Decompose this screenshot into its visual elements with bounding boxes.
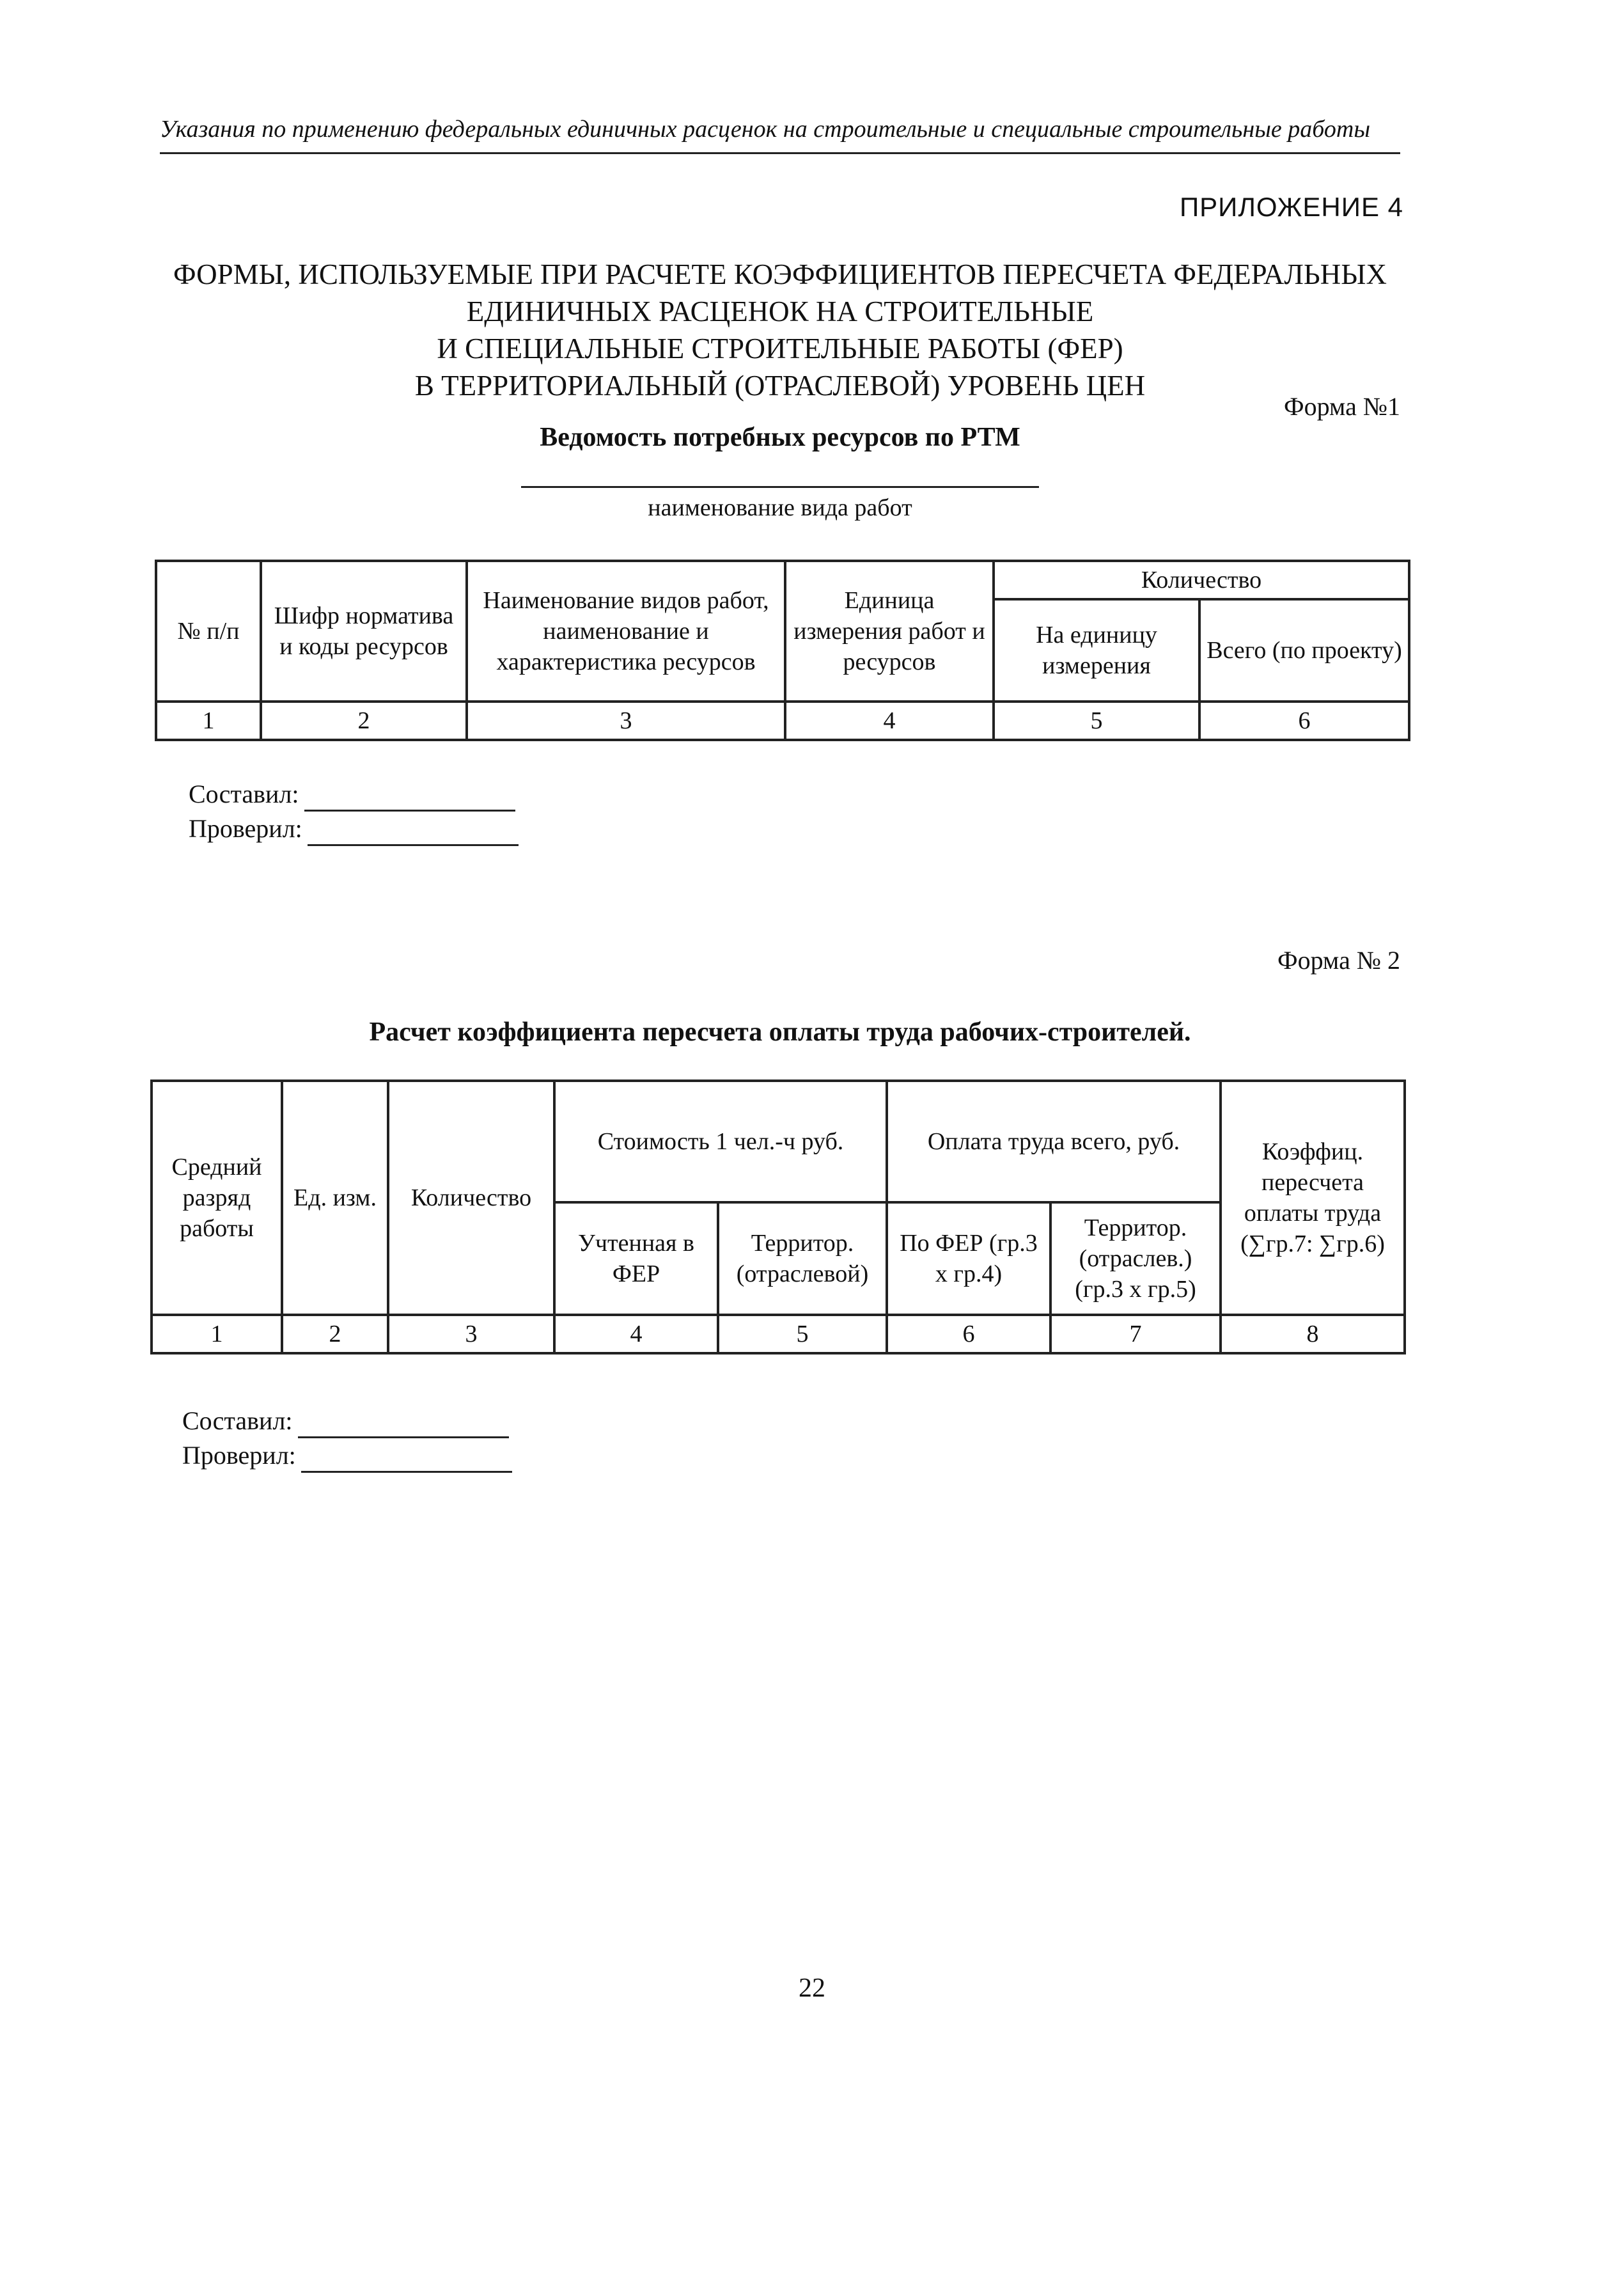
form1-label: Форма №1 xyxy=(1284,392,1400,421)
form1-col-number: 2 xyxy=(261,702,467,740)
form1-col-number: 3 xyxy=(467,702,785,740)
form1-col-number: 4 xyxy=(785,702,994,740)
appendix-label: ПРИЛОЖЕНИЕ 4 xyxy=(1179,192,1403,222)
form1-title: Ведомость потребных ресурсов по РТМ xyxy=(540,423,1020,452)
form1-header-total: Всего (по проекту) xyxy=(1199,599,1409,702)
form2-col-number: 3 xyxy=(388,1315,554,1353)
form2-label: Форма № 2 xyxy=(1277,946,1400,975)
form1-table xyxy=(155,560,1410,741)
form2-header-territorial-rate: Территор. (отраслевой) xyxy=(718,1202,887,1315)
form1-col-number: 5 xyxy=(994,702,1199,740)
page-number: 22 xyxy=(799,1974,825,2003)
form2-compiled-line xyxy=(298,1415,509,1438)
form2-col-number: 5 xyxy=(718,1315,887,1353)
form1-checked-line xyxy=(308,822,519,846)
form2-compiled-label: Составил: xyxy=(182,1406,293,1435)
form1-header-code: Шифр норматива и коды ресурсов xyxy=(261,561,467,702)
form2-col-number: 4 xyxy=(554,1315,718,1353)
form2-checked-label: Проверил: xyxy=(182,1441,296,1470)
form2-col-number: 7 xyxy=(1050,1315,1221,1353)
form2-table xyxy=(150,1080,1406,1354)
form2-col-number: 6 xyxy=(887,1315,1050,1353)
form1-name-line xyxy=(521,486,1039,488)
form1-compiled-label: Составил: xyxy=(189,780,299,808)
form2-header-grade: Средний разряд работы xyxy=(152,1081,282,1315)
main-title xyxy=(160,256,1400,404)
form1-checked-label: Проверил: xyxy=(189,814,302,843)
form1-caption: наименование вида работ xyxy=(648,494,912,521)
form1-header-quantity: Количество xyxy=(994,561,1409,599)
form2-header-coefficient: Коэффиц. пересчета оплаты труда (∑гр.7: ∑гр.6) xyxy=(1221,1081,1405,1315)
main-title-line: ФОРМЫ, ИСПОЛЬЗУЕМЫЕ ПРИ РАСЧЕТЕ КОЭФФИЦИЕНТОВ ПЕРЕСЧЕТА ФЕДЕРАЛЬНЫХ xyxy=(173,258,1387,290)
form1-header-unit: Единица измерения работ и ресурсов xyxy=(785,561,994,702)
main-title-line: ЕДИНИЧНЫХ РАСЦЕНОК НА СТРОИТЕЛЬНЫЕ xyxy=(466,295,1094,327)
form2-header-pay: Оплата труда всего, руб. xyxy=(887,1081,1221,1202)
form1-header-name: Наименование видов работ, наименование и характеристика ресурсов xyxy=(467,561,785,702)
form1-col-number: 6 xyxy=(1199,702,1409,740)
form1-signatures xyxy=(189,777,519,846)
form2-title: Расчет коэффициента пересчета оплаты труда рабочих-строителей. xyxy=(369,1017,1191,1047)
form1-header-per-unit: На единицу измерения xyxy=(994,599,1199,702)
form2-header-cost: Стоимость 1 чел.-ч руб. xyxy=(554,1081,887,1202)
form1-compiled-line xyxy=(304,788,515,812)
form2-header-quantity: Количество xyxy=(388,1081,554,1315)
main-title-line: И СПЕЦИАЛЬНЫЕ СТРОИТЕЛЬНЫЕ РАБОТЫ (ФЕР) xyxy=(437,333,1123,365)
running-header: Указания по применению федеральных единичных расценок на строительные и специальные строительные работы xyxy=(160,115,1400,154)
form2-col-number: 1 xyxy=(152,1315,282,1353)
form1-col-number: 1 xyxy=(156,702,261,740)
form2-header-fer-rate: Учтенная в ФЕР xyxy=(554,1202,718,1315)
form2-header-fer-pay: По ФЕР (гр.3 х гр.4) xyxy=(887,1202,1050,1315)
form2-signatures xyxy=(182,1404,512,1473)
main-title-line: В ТЕРРИТОРИАЛЬНЫЙ (ОТРАСЛЕВОЙ) УРОВЕНЬ ЦЕН xyxy=(414,370,1146,402)
form1-header-num: № п/п xyxy=(156,561,261,702)
form2-header-territorial-pay: Территор. (отраслев.) (гр.3 х гр.5) xyxy=(1050,1202,1221,1315)
form2-col-number: 2 xyxy=(282,1315,388,1353)
form2-checked-line xyxy=(301,1449,512,1473)
form2-header-unit: Ед. изм. xyxy=(282,1081,388,1315)
form2-col-number: 8 xyxy=(1221,1315,1405,1353)
